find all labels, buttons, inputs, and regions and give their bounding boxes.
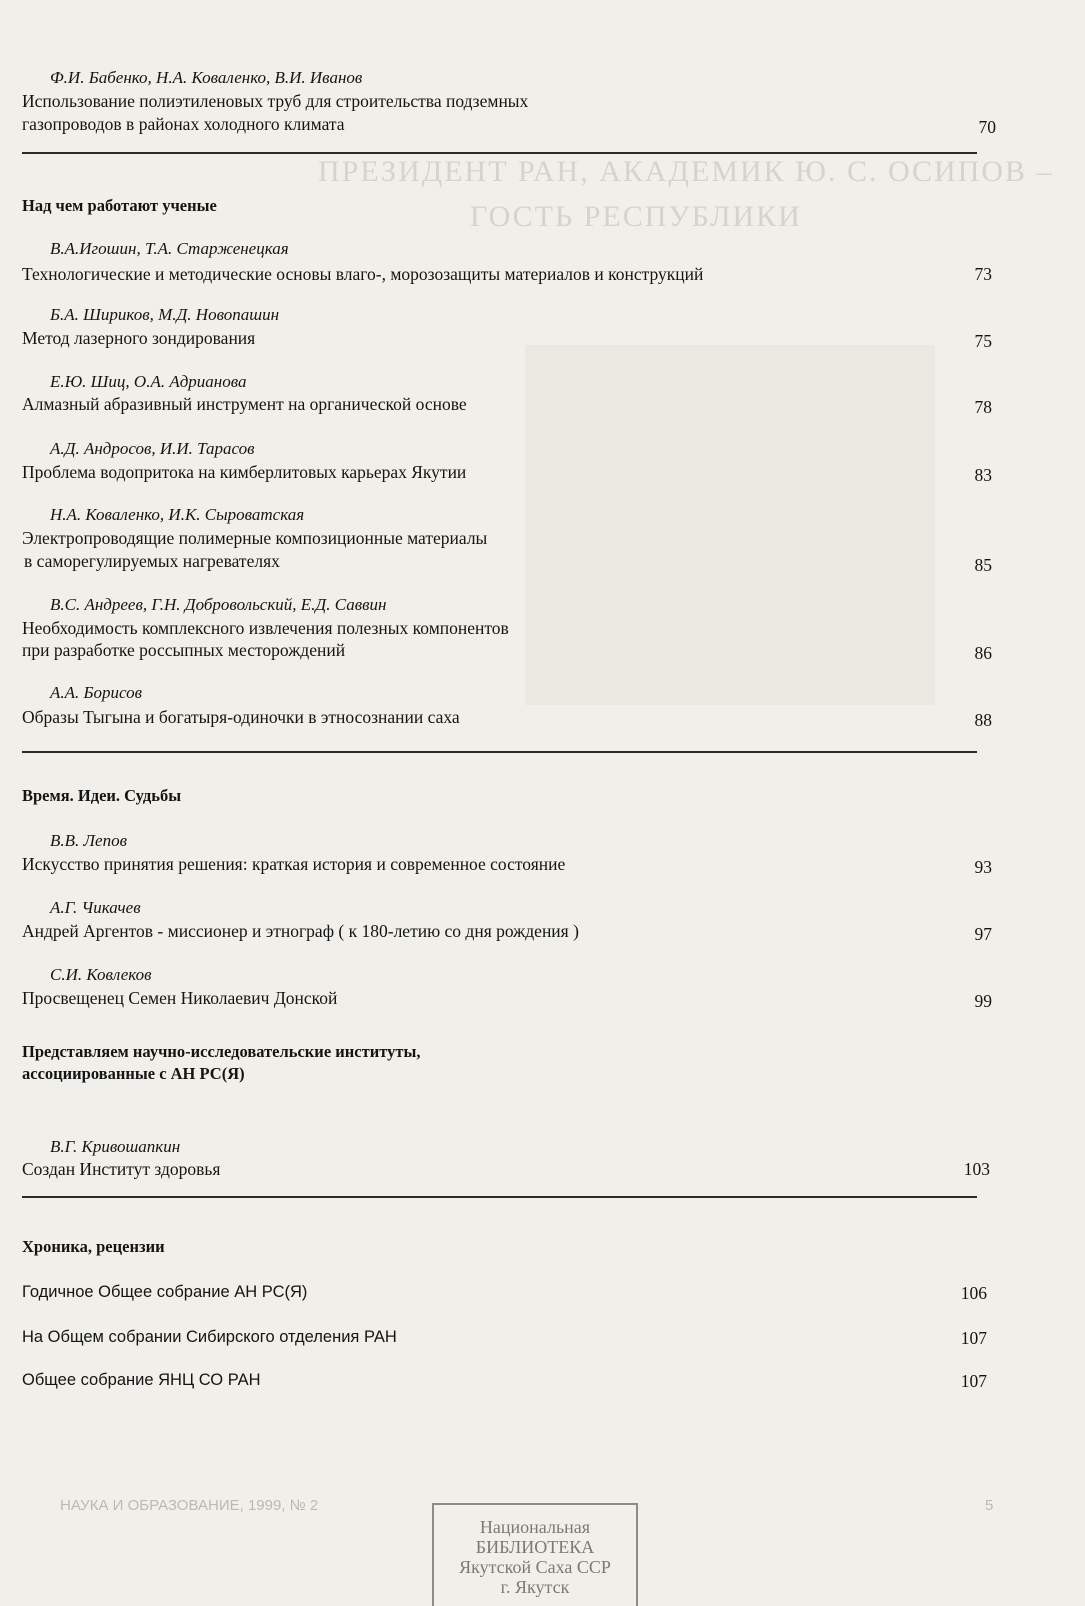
entry-authors: Е.Ю. Шиц, О.А. Адрианова: [50, 372, 247, 391]
entry-page: 85: [974, 555, 992, 575]
entry-authors: Б.А. Шириков, М.Д. Новопашин: [50, 305, 280, 324]
entry-title: в саморегулируемых нагревателях: [24, 551, 280, 571]
bleed-photo: [525, 345, 935, 705]
entry-title: при разработке россыпных месторождений: [22, 640, 346, 660]
entry-title: Искусство принятия решения: краткая история и современное состояние: [22, 854, 566, 874]
entry-title: Необходимость комплексного извлечения полезных компонентов: [22, 618, 509, 638]
entry-page: 93: [974, 857, 992, 877]
entry-authors: В.А.Игошин, Т.А. Старженецкая: [50, 239, 289, 258]
bleed-heading-2: ГОСТЬ РЕСПУБЛИКИ: [470, 200, 802, 233]
section-heading: Время. Идеи. Судьбы: [22, 786, 182, 805]
entry-page: 107: [960, 1371, 987, 1391]
entry-page: 103: [963, 1159, 990, 1179]
entry-title: Годичное Общее собрание АН РС(Я): [22, 1283, 308, 1301]
entry-title: газопроводов в районах холодного климата: [22, 114, 345, 134]
bleed-footer-page: 5: [985, 1497, 994, 1514]
stamp-line: БИБЛИОТЕКА: [475, 1537, 595, 1557]
entry-title: Образы Тыгына и богатыря-одиночки в этносознании саха: [22, 707, 460, 727]
entry-authors: А.А. Борисов: [50, 683, 143, 702]
entry-authors: В.Г. Кривошапкин: [50, 1137, 181, 1156]
entry-title: Технологические и методические основы влаго-, морозозащиты материалов и конструкций: [22, 264, 704, 284]
bleed-heading: ПРЕЗИДЕНТ РАН, АКАДЕМИК Ю. С. ОСИПОВ –: [318, 155, 1054, 188]
bleed-footer: НАУКА И ОБРАЗОВАНИЕ, 1999, № 2: [60, 1497, 319, 1514]
entry-title: Алмазный абразивный инструмент на органической основе: [22, 394, 467, 414]
entry-page: 88: [974, 710, 992, 730]
library-stamp: [432, 1503, 638, 1606]
stamp-line: Национальная: [479, 1517, 591, 1537]
entry-authors: Ф.И. Бабенко, Н.А. Коваленко, В.И. Иванов: [50, 68, 363, 87]
divider: [22, 1196, 977, 1198]
entry-title: Метод лазерного зондирования: [22, 328, 256, 348]
entry-title: На Общем собрании Сибирского отделения РАН: [22, 1328, 397, 1346]
entry-title: Проблема водопритока на кимберлитовых карьерах Якутии: [22, 462, 467, 482]
entry-authors: С.И. Ковлеков: [50, 965, 152, 984]
entry-authors: А.Д. Андросов, И.И. Тарасов: [50, 439, 255, 458]
stamp-line: г. Якутск: [500, 1577, 570, 1597]
section-heading: ассоциированные с АН РС(Я): [22, 1064, 245, 1083]
section-heading: Представляем научно-исследовательские институты,: [22, 1042, 421, 1061]
entry-page: 97: [974, 924, 992, 944]
entry-page: 70: [978, 117, 996, 137]
entry-page: 73: [974, 264, 992, 284]
entry-page: 107: [960, 1328, 987, 1348]
entry-title: Электропроводящие полимерные композиционные материалы: [22, 528, 488, 548]
entry-authors: Н.А. Коваленко, И.К. Сыроватская: [50, 505, 305, 524]
section-heading: Хроника, рецензии: [22, 1237, 165, 1256]
entry-authors: В.В. Лепов: [50, 831, 127, 850]
entry-title: Общее собрание ЯНЦ СО РАН: [22, 1371, 261, 1389]
entry-page: 78: [974, 397, 992, 417]
divider: [22, 751, 977, 753]
stamp-line: Якутской Саха ССР: [459, 1557, 611, 1577]
entry-page: 83: [974, 465, 992, 485]
entry-page: 86: [974, 643, 992, 663]
entry-title: Андрей Аргентов - миссионер и этнограф ( к 180-летию со дня рождения ): [22, 921, 579, 941]
entry-page: 99: [974, 991, 992, 1011]
section-heading: Над чем работают ученые: [22, 196, 217, 215]
entry-authors: А.Г. Чикачев: [50, 898, 141, 917]
entry-authors: В.С. Андреев, Г.Н. Добровольский, Е.Д. Саввин: [50, 595, 387, 614]
entry-page: 75: [974, 331, 992, 351]
entry-page: 106: [960, 1283, 987, 1303]
entry-title: Создан Институт здоровья: [22, 1159, 221, 1179]
entry-title: Использование полиэтиленовых труб для строительства подземных: [22, 91, 529, 111]
entry-title: Просвещенец Семен Николаевич Донской: [22, 988, 338, 1008]
divider: [22, 152, 977, 154]
